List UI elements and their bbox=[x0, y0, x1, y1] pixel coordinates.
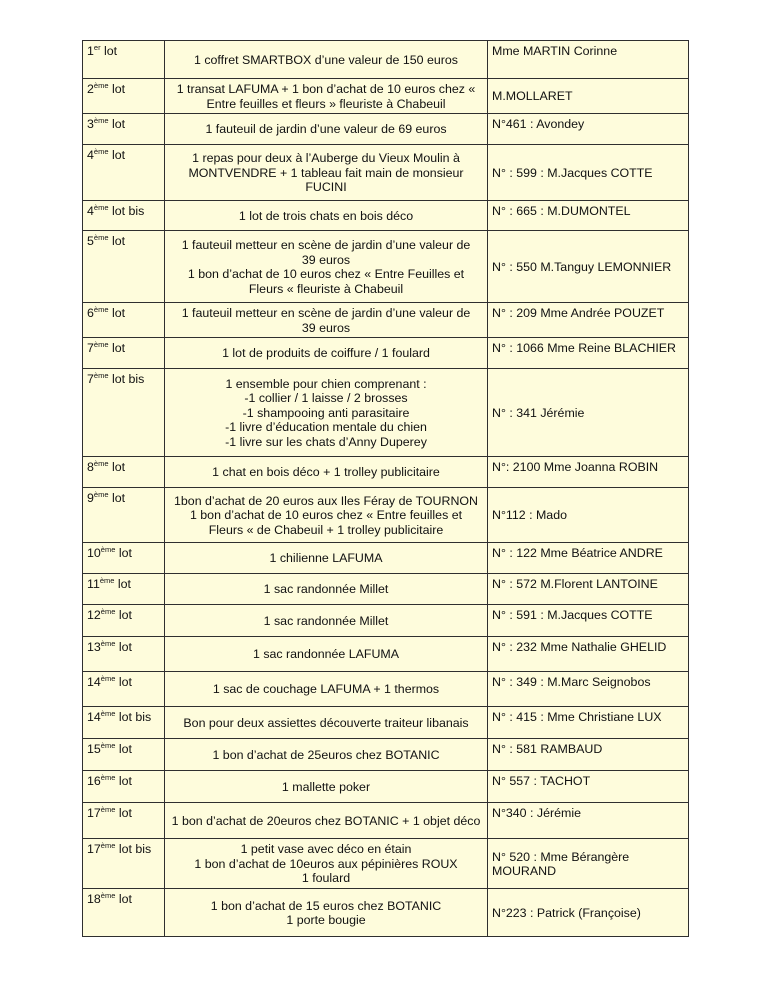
prize-cell bbox=[165, 672, 488, 707]
prize-line: 1bon d’achat de 20 euros aux Iles Féray de TOURNON bbox=[174, 493, 478, 508]
lot-number: 6 bbox=[87, 306, 94, 320]
prize-cell bbox=[165, 79, 488, 114]
prize-line: 39 euros bbox=[301, 252, 351, 267]
winner-cell bbox=[488, 605, 689, 637]
prize-line: 1 sac randonnée LAFUMA bbox=[252, 647, 399, 662]
lot-cell bbox=[83, 201, 165, 231]
prize-line: 39 euros bbox=[301, 320, 351, 335]
prize-line: 1 sac randonnée Millet bbox=[263, 613, 389, 628]
winner-cell bbox=[488, 457, 689, 488]
lot-number: 15 bbox=[87, 742, 101, 756]
prize-cell bbox=[165, 338, 488, 369]
lot-ordinal-suffix: ème bbox=[93, 370, 109, 380]
lot-label: lot bis bbox=[115, 710, 152, 724]
lot-label: lot bis bbox=[108, 372, 145, 386]
lot-ordinal-suffix: ème bbox=[100, 804, 116, 814]
lot-number: 14 bbox=[87, 675, 101, 689]
lot-number: 17 bbox=[87, 806, 101, 820]
winner-name: N°: 2100 Mme Joanna ROBIN bbox=[492, 460, 659, 474]
prize-cell bbox=[165, 201, 488, 231]
lot-ordinal-suffix: ème bbox=[99, 575, 115, 585]
prize-cell bbox=[165, 803, 488, 839]
lot-label: lot bbox=[108, 117, 126, 131]
prize-cell bbox=[165, 488, 488, 543]
table-row bbox=[83, 707, 689, 739]
lot-number: 10 bbox=[87, 546, 101, 560]
prize-cell bbox=[165, 605, 488, 637]
prize-cell bbox=[165, 145, 488, 201]
lot-ordinal-suffix: ème bbox=[93, 80, 109, 90]
winner-name: N° : 599 : M.Jacques COTTE bbox=[492, 165, 653, 180]
lot-ordinal-suffix: ème bbox=[93, 489, 109, 499]
table-row bbox=[83, 739, 689, 771]
winner-cell bbox=[488, 79, 689, 114]
lot-number: 7 bbox=[87, 341, 94, 355]
prize-cell bbox=[165, 543, 488, 574]
lot-ordinal-suffix: ème bbox=[93, 115, 109, 125]
prize-line: 1 lot de produits de coiffure / 1 foulard bbox=[222, 346, 430, 361]
lot-label: lot bbox=[108, 460, 126, 474]
winner-name: N° : 581 RAMBAUD bbox=[492, 742, 603, 756]
prize-line: 1 foulard bbox=[301, 871, 351, 886]
lot-ordinal-suffix: ème bbox=[100, 740, 116, 750]
prize-line: Fleurs « fleuriste à Chabeuil bbox=[248, 281, 404, 296]
lot-ordinal-suffix: ème bbox=[93, 146, 109, 156]
lot-cell bbox=[83, 637, 165, 672]
lot-label: lot bbox=[114, 577, 131, 591]
prize-line: 1 fauteuil de jardin d’une valeur de 69 euros bbox=[205, 122, 447, 137]
lot-ordinal-suffix: ème bbox=[100, 638, 116, 648]
lot-label: lot bbox=[108, 82, 126, 96]
lot-cell bbox=[83, 303, 165, 338]
prize-line: Fleurs « de Chabeuil + 1 trolley publicitaire bbox=[208, 522, 444, 537]
lot-number: 14 bbox=[87, 710, 101, 724]
lot-number: 8 bbox=[87, 460, 94, 474]
prize-cell bbox=[165, 889, 488, 937]
lot-number: 7 bbox=[87, 372, 94, 386]
lot-number: 5 bbox=[87, 234, 94, 248]
prize-table bbox=[82, 40, 689, 937]
prize-line: FUCINI bbox=[305, 180, 347, 195]
winner-name: N° : 591 : M.Jacques COTTE bbox=[492, 608, 653, 622]
prize-cell bbox=[165, 114, 488, 145]
prize-line: MONTVENDRE + 1 tableau fait main de monsieur bbox=[188, 165, 464, 180]
lot-label: lot bbox=[108, 234, 126, 248]
prize-line: 1 chat en bois déco + 1 trolley publicitaire bbox=[212, 465, 440, 480]
lot-label: lot bbox=[108, 306, 126, 320]
winner-cell bbox=[488, 543, 689, 574]
prize-table-body bbox=[83, 41, 689, 937]
prize-cell bbox=[165, 231, 488, 303]
prize-line: 1 lot de trois chats en bois déco bbox=[238, 208, 414, 223]
prize-cell bbox=[165, 637, 488, 672]
lot-label: lot bbox=[115, 774, 132, 788]
lot-cell bbox=[83, 457, 165, 488]
prize-line: 1 bon d’achat de 20euros chez BOTANIC + 1 objet déco bbox=[171, 813, 481, 828]
prize-line: Entre feuilles et fleurs » fleuriste à Chabeuil bbox=[206, 96, 446, 111]
lot-cell bbox=[83, 79, 165, 114]
lot-ordinal-suffix: ème bbox=[100, 544, 116, 554]
table-row bbox=[83, 114, 689, 145]
lot-label: lot bis bbox=[108, 204, 145, 218]
prize-line: 1 fauteuil metteur en scène de jardin d’une valeur de bbox=[181, 238, 471, 252]
winner-name: N° : 550 M.Tanguy LEMONNIER bbox=[492, 259, 672, 274]
table-row bbox=[83, 889, 689, 937]
winner-cell bbox=[488, 369, 689, 457]
prize-cell bbox=[165, 739, 488, 771]
prize-line: Bon pour deux assiettes découverte traiteur libanais bbox=[183, 715, 469, 730]
lot-cell bbox=[83, 574, 165, 605]
lot-label: lot bbox=[115, 608, 132, 622]
lot-label: lot bbox=[108, 341, 126, 355]
lot-cell bbox=[83, 338, 165, 369]
prize-cell bbox=[165, 839, 488, 889]
prize-line: 1 fauteuil metteur en scène de jardin d’une valeur de bbox=[181, 306, 471, 320]
winner-name: N° : 122 Mme Béatrice ANDRE bbox=[492, 546, 663, 560]
table-row bbox=[83, 201, 689, 231]
lot-cell bbox=[83, 145, 165, 201]
winner-cell bbox=[488, 707, 689, 739]
winner-cell bbox=[488, 771, 689, 803]
winner-name: N° : 572 M.Florent LANTOINE bbox=[492, 577, 658, 591]
lot-label: lot bbox=[115, 892, 132, 906]
table-row bbox=[83, 145, 689, 201]
lot-cell bbox=[83, 114, 165, 145]
winner-cell bbox=[488, 114, 689, 145]
prize-cell bbox=[165, 303, 488, 338]
winner-cell bbox=[488, 145, 689, 201]
prize-cell bbox=[165, 369, 488, 457]
table-row bbox=[83, 637, 689, 672]
lot-number: 12 bbox=[87, 608, 101, 622]
table-row bbox=[83, 672, 689, 707]
lot-number: 16 bbox=[87, 774, 101, 788]
lot-cell bbox=[83, 488, 165, 543]
winner-name: N° : 209 Mme Andrée POUZET bbox=[492, 306, 665, 320]
lot-number: 18 bbox=[87, 892, 101, 906]
lot-cell bbox=[83, 771, 165, 803]
lot-cell bbox=[83, 231, 165, 303]
winner-name: N°340 : Jérémie bbox=[492, 806, 581, 820]
prize-line: 1 bon d’achat de 10 euros chez « Entre Feuilles et bbox=[187, 267, 465, 281]
prize-line: 1 bon d’achat de 25euros chez BOTANIC bbox=[212, 747, 440, 762]
prize-line: 1 porte bougie bbox=[286, 913, 366, 927]
prize-cell bbox=[165, 457, 488, 488]
table-row bbox=[83, 488, 689, 543]
lot-ordinal-suffix: ème bbox=[100, 673, 116, 683]
lot-ordinal-suffix: er bbox=[93, 42, 101, 52]
winner-name: N°112 : Mado bbox=[492, 508, 567, 523]
lot-cell bbox=[83, 672, 165, 707]
prize-line: 1 bon d’achat de 10euros aux pépinières ROUX bbox=[194, 856, 458, 871]
prize-line: 1 repas pour deux à l’Auberge du Vieux Moulin à bbox=[192, 151, 460, 166]
table-row bbox=[83, 79, 689, 114]
lot-label: lot bbox=[115, 742, 132, 756]
prize-line: -1 collier / 1 laisse / 2 brosses bbox=[244, 391, 408, 406]
table-row bbox=[83, 605, 689, 637]
lot-number: 4 bbox=[87, 148, 94, 162]
lot-ordinal-suffix: ème bbox=[100, 890, 116, 900]
lot-number: 11 bbox=[87, 577, 100, 591]
table-row bbox=[83, 457, 689, 488]
winner-name: N° : 349 : M.Marc Seignobos bbox=[492, 675, 651, 689]
winner-cell bbox=[488, 803, 689, 839]
lot-number: 2 bbox=[87, 82, 94, 96]
prize-line: 1 mallette poker bbox=[281, 779, 371, 794]
lot-number: 3 bbox=[87, 117, 94, 131]
winner-name: M.MOLLARET bbox=[492, 89, 573, 104]
winner-name: Mme MARTIN Corinne bbox=[492, 44, 618, 58]
winner-name: N°461 : Avondey bbox=[492, 117, 585, 131]
lot-label: lot bbox=[115, 546, 132, 560]
lot-ordinal-suffix: ème bbox=[93, 458, 109, 468]
lot-cell bbox=[83, 739, 165, 771]
lot-cell bbox=[83, 605, 165, 637]
winner-name: N° : 232 Mme Nathalie GHELID bbox=[492, 640, 667, 654]
prize-line: -1 shampooing anti parasitaire bbox=[242, 405, 410, 420]
lot-cell bbox=[83, 889, 165, 937]
lot-cell bbox=[83, 369, 165, 457]
prize-cell bbox=[165, 771, 488, 803]
winner-cell bbox=[488, 303, 689, 338]
lot-number: 1 bbox=[87, 44, 94, 58]
prize-line: 1 chilienne LAFUMA bbox=[269, 551, 383, 566]
lot-cell bbox=[83, 803, 165, 839]
lot-label: lot bbox=[108, 491, 126, 505]
winner-cell bbox=[488, 739, 689, 771]
table-row bbox=[83, 41, 689, 79]
winner-cell bbox=[488, 201, 689, 231]
lot-ordinal-suffix: ème bbox=[93, 232, 109, 242]
lot-label: lot bbox=[115, 806, 132, 820]
prize-cell bbox=[165, 707, 488, 739]
table-row bbox=[83, 303, 689, 338]
lot-label: lot bbox=[100, 44, 118, 58]
prize-cell bbox=[165, 574, 488, 605]
table-row bbox=[83, 231, 689, 303]
lot-ordinal-suffix: ème bbox=[100, 840, 116, 850]
prize-line: -1 livre d’éducation mentale du chien bbox=[225, 420, 427, 435]
table-row bbox=[83, 574, 689, 605]
winner-cell bbox=[488, 672, 689, 707]
prize-line: 1 sac de couchage LAFUMA + 1 thermos bbox=[212, 682, 440, 697]
lot-ordinal-suffix: ème bbox=[100, 708, 116, 718]
winner-name: N°223 : Patrick (Françoise) bbox=[492, 905, 641, 920]
table-row bbox=[83, 338, 689, 369]
table-row bbox=[83, 803, 689, 839]
prize-line: 1 ensemble pour chien comprenant : bbox=[225, 376, 427, 391]
lot-label: lot bbox=[115, 640, 132, 654]
lot-label: lot bbox=[115, 675, 132, 689]
winner-name: N° : 1066 Mme Reine BLACHIER bbox=[492, 341, 677, 355]
prize-line: 1 petit vase avec déco en étain bbox=[240, 842, 412, 857]
lot-cell bbox=[83, 41, 165, 79]
winner-cell bbox=[488, 574, 689, 605]
winner-cell bbox=[488, 41, 689, 79]
lot-ordinal-suffix: ème bbox=[93, 304, 109, 314]
winner-name: N° 520 : Mme Bérangère MOURAND bbox=[492, 849, 630, 878]
lot-ordinal-suffix: ème bbox=[100, 772, 116, 782]
lot-ordinal-suffix: ème bbox=[100, 606, 116, 616]
winner-cell bbox=[488, 637, 689, 672]
prize-line: 1 coffret SMARTBOX d’une valeur de 150 euros bbox=[193, 52, 459, 67]
table-row bbox=[83, 369, 689, 457]
prize-line: 1 bon d’achat de 15 euros chez BOTANIC bbox=[210, 898, 442, 913]
prize-cell bbox=[165, 41, 488, 79]
prize-line: 1 sac randonnée Millet bbox=[263, 582, 389, 597]
winner-cell bbox=[488, 839, 689, 889]
lot-number: 17 bbox=[87, 842, 101, 856]
winner-cell bbox=[488, 231, 689, 303]
lot-ordinal-suffix: ème bbox=[93, 339, 109, 349]
lot-number: 9 bbox=[87, 491, 94, 505]
winner-cell bbox=[488, 889, 689, 937]
winner-name: N° : 341 Jérémie bbox=[492, 405, 585, 420]
lot-number: 13 bbox=[87, 640, 101, 654]
prize-line: 1 bon d’achat de 10 euros chez « Entre feuilles et bbox=[189, 508, 463, 523]
lot-cell bbox=[83, 543, 165, 574]
winner-name: N° 557 : TACHOT bbox=[492, 774, 591, 788]
winner-cell bbox=[488, 338, 689, 369]
lot-number: 4 bbox=[87, 204, 94, 218]
winner-name: N° : 415 : Mme Christiane LUX bbox=[492, 710, 662, 724]
lot-cell bbox=[83, 839, 165, 889]
table-row bbox=[83, 771, 689, 803]
table-row bbox=[83, 839, 689, 889]
prize-line: 1 transat LAFUMA + 1 bon d’achat de 10 euros chez « bbox=[176, 82, 476, 96]
lot-ordinal-suffix: ème bbox=[93, 202, 109, 212]
lot-label: lot bis bbox=[115, 842, 152, 856]
winner-name: N° : 665 : M.DUMONTEL bbox=[492, 204, 631, 218]
winner-cell bbox=[488, 488, 689, 543]
lot-label: lot bbox=[108, 148, 126, 162]
lot-cell bbox=[83, 707, 165, 739]
prize-line: -1 livre sur les chats d’Anny Duperey bbox=[225, 434, 427, 449]
table-row bbox=[83, 543, 689, 574]
